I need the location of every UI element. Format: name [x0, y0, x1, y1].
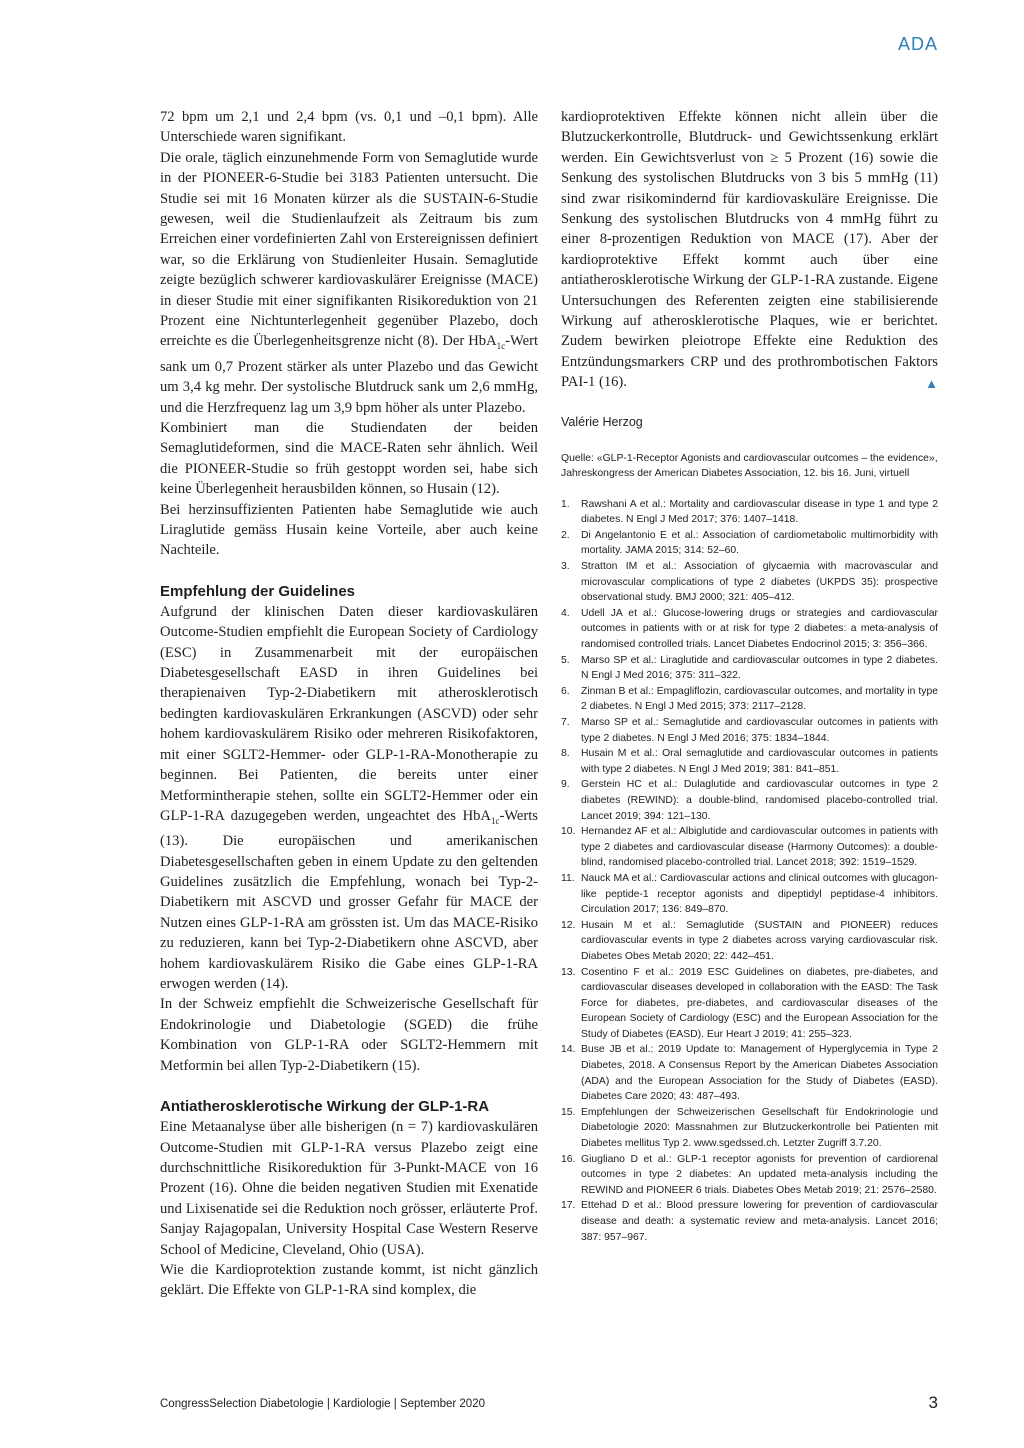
- reference-item: [561, 871, 938, 918]
- reference-number: 10.: [561, 826, 576, 838]
- right-column: [561, 107, 938, 1245]
- reference-item: [561, 653, 938, 684]
- reference-number: 16.: [561, 1153, 576, 1165]
- reference-item: [561, 606, 938, 653]
- reference-item: [561, 1042, 938, 1104]
- author-name: Valérie Herzog: [561, 414, 643, 429]
- reference-text: Di Angelantonio E et al.: Association of cardiometabolic multimorbidity with mortality. JAMA 2015; 314: 52–60.: [581, 529, 938, 557]
- reference-number: 6.: [561, 685, 570, 697]
- paragraph-text: Die orale, täglich einzunehmende Form von Semaglutide wurde in der PIONEER-6-Studie bei 3183 Patienten untersucht. Die Studie sei mit 16 Monaten kürzer als die SUSTAIN-6-Studie gewesen, weil die Studienlaufzeit als Zeitraum bis zum Erreichen einer vordefinierten Zahl von Erstereignissen definiert war, so die Erklärung von Studienleiter Husain. Semaglutide zeigte bezüglich schwerer kardiovaskulärer Ereignisse (MACE) in dieser Studie mit einer signifikanten Risikoreduktion von 21 Prozent eine Nichtunterlegenheit gegenüber Plazebo, doch erreichte es die Überlegenheitsgrenze nicht (8). Der HbA: [160, 149, 538, 350]
- reference-text: Marso SP et al.: Liraglutide and cardiovascular outcomes in type 2 diabetes. N Engl J Med 2016; 375: 311–322.: [581, 654, 938, 682]
- paragraph-text: -Werts (13). Die europäischen und amerikanischen Diabetesgesellschaften geben in einem Update zu den geltenden Guidelines zusätzlich die Empfehlung, wonach bei Typ-2-Diabetikern mit ASCVD und grosser Gefahr für MACE der Nutzen eines GLP-1-RA am grössten ist. Um das MACE-Risiko zu reduzieren, kann bei Typ-2-Diabetikern ohne ASCVD, aber hohem kardiovaskulärem Risiko die Gabe eines GLP-1-RA erwogen werden (14).: [160, 807, 538, 993]
- reference-text: Nauck MA et al.: Cardiovascular actions and clinical outcomes with glucagon-like peptide-1 receptor agonists and dipeptidyl peptidase-4 inhibitors. Circulation 2017; 136: 849–870.: [581, 872, 938, 916]
- reference-number: 1.: [561, 498, 570, 510]
- source-note: Quelle: «GLP-1-Receptor Agonists and cardiovascular outcomes – the evidence», Jahreskongress der American Diabetes Association, 12. bis 16. Juni, virtuell: [561, 452, 938, 479]
- reference-text: Gerstein HC et al.: Dulaglutide and cardiovascular outcomes in type 2 diabetes (REWIND): a double-blind, randomised placebo-controlled trial. Lancet 2019; 394: 121–130.: [581, 779, 938, 822]
- subscript: 1c: [496, 341, 506, 352]
- reference-text: Empfehlungen der Schweizerischen Gesellschaft für Endokrinologie und Diabetologie 2020: Massnahmen zur Blutzuckerkontrolle bei Patienten mit Diabetes mellitus Typ 2. www.sgedssed.ch. Letzter Zugriff 3.7.20.: [581, 1106, 938, 1150]
- reference-text: Hernandez AF et al.: Albiglutide and cardiovascular outcomes in patients with type 2 diabetes and cardiovascular disease (Harmony Outcomes): a double-blind, randomised placebo-controlled trial. Lancet 2018; 392: 1519–1529.: [581, 826, 938, 869]
- paragraph: [561, 107, 938, 393]
- reference-number: 17.: [561, 1200, 576, 1212]
- reference-item: [561, 1198, 938, 1245]
- reference-text: Zinman B et al.: Empagliflozin, cardiovascular outcomes, and mortality in type 2 diabetes. N Engl J Med 2015; 373: 2117–2128.: [581, 685, 938, 713]
- paragraph-text: -Wert sank um 0,7 Prozent stärker als unter Plazebo und das Gewicht um 3,4 kg mehr. Der systolische Blutdruck sank um 2,6 mmHg, und die Herzfrequenz lag um 3,9 bpm höher als unter Plazebo.: [160, 333, 538, 416]
- paragraph: [160, 602, 538, 995]
- reference-text: Giugliano D et al.: GLP-1 receptor agonists for prevention of cardiorenal outcomes in type 2 diabetes: An updated meta-analysis including the REWIND and PIONEER 6 trials. Diabetes Obes Metab 2019; 21: 2576–2580.: [581, 1153, 938, 1196]
- paragraph: In der Schweiz empfiehlt die Schweizerische Gesellschaft für Endokrinologie und Diabetologie (SGED) die frühe Kombination von GLP-1-RA oder SGLT2-Hemmern mit Metformin bei allen Typ-2-Diabetikern (15).: [160, 996, 538, 1074]
- reference-item: [561, 715, 938, 746]
- reference-number: 3.: [561, 561, 570, 573]
- reference-text: Buse JB et al.: 2019 Update to: Management of Hyperglycemia in Type 2 Diabetes, 2018. A Consensus Report by the American Diabetes Association (ADA) and the European Association for the Study of Diabetes (EASD). Diabetes Care 2020; 43: 487–493.: [581, 1044, 938, 1103]
- reference-number: 11.: [561, 872, 575, 884]
- reference-item: [561, 497, 938, 528]
- paragraph: Kombiniert man die Studiendaten der beiden Semaglutideformen, sind die MACE-Raten sehr ähnlich. Weil die PIONEER-Studie so früh gestoppt worden sei, habe sich keine Überlegenheit herausbilden können, so Husain (12).: [160, 420, 538, 498]
- reference-item: [561, 559, 938, 606]
- reference-number: 15.: [561, 1106, 576, 1118]
- reference-text: Udell JA et al.: Glucose-lowering drugs or strategies and cardiovascular outcomes in patients with or at risk for type 2 diabetes: a meta-analysis of randomised controlled trials. Lancet Diabetes Endocrinol 2015; 3: 356–366.: [581, 607, 938, 651]
- paragraph: Eine Metaanalyse über alle bisherigen (n = 7) kardiovaskulären Outcome-Studien mit GLP-1-RA versus Plazebo zeigt eine durchschnittliche Risikoreduktion für 3-Punkt-MACE von 16 Prozent (16). Ohne die beiden negativen Studien mit Exenatide und Lixisenatide sei die Reduktion noch grösser, erläuterte Prof. Sanjay Rajagopalan, University Hospital Case Western Reserve School of Medicine, Cleveland, Ohio (USA).: [160, 1119, 538, 1258]
- left-column: [160, 107, 538, 1301]
- reference-item: [561, 965, 938, 1043]
- section-heading: Antiatherosklerotische Wirkung der GLP-1-RA: [160, 1098, 490, 1116]
- paragraph: [160, 148, 538, 418]
- reference-text: Marso SP et al.: Semaglutide and cardiovascular outcomes in patients with type 2 diabetes. N Engl J Med 2016; 375: 1834–1844.: [581, 717, 938, 744]
- journal-section-tag: ADA: [897, 34, 938, 54]
- reference-item: [561, 1152, 938, 1199]
- reference-number: 13.: [561, 966, 576, 978]
- reference-item: [561, 684, 938, 715]
- reference-number: 4.: [561, 607, 570, 619]
- footer-publication: CongressSelection Diabetologie | Kardiologie | September 2020: [160, 1398, 485, 1410]
- reference-list: [561, 497, 938, 1246]
- reference-text: Cosentino F et al.: 2019 ESC Guidelines on diabetes, pre-diabetes, and cardiovascular diseases developed in collaboration with the EASD: The Task Force for diabetes, pre-diabetes, and cardiovascular diseases of the European Society of Cardiology (ESC) and the European Association for the Study of Diabetes (EASD). Eur Heart J 2019; 41: 255–323.: [581, 966, 938, 1040]
- reference-text: Stratton IM et al.: Association of glycaemia with macrovascular and microvascular complications of type 2 diabetes (UKPDS 35): prospective observational study. BMJ 2000; 321: 405–412.: [581, 561, 938, 604]
- reference-number: 12.: [561, 919, 576, 931]
- reference-item: [561, 528, 938, 559]
- reference-item: [561, 1105, 938, 1152]
- page-number: 3: [928, 1393, 938, 1412]
- subscript: 1c: [490, 815, 500, 826]
- paragraph: Wie die Kardioprotektion zustande kommt, ist nicht gänzlich geklärt. Die Effekte von GLP-1-RA sind komplex, die: [160, 1261, 538, 1299]
- paragraph: 72 bpm um 2,1 und 2,4 bpm (vs. 0,1 und –0,1 bpm). Alle Unterschiede waren signifikant.: [160, 109, 538, 146]
- reference-number: 7.: [561, 717, 570, 728]
- reference-text: Rawshani A et al.: Mortality and cardiovascular disease in type 1 and type 2 diabetes. N Engl J Med 2017; 376: 1407–1418.: [581, 498, 938, 526]
- paragraph-text: Aufgrund der klinischen Daten dieser kardiovaskulären Outcome-Studien empfiehlt die European Society of Cardiology (ESC) in Zusammenarbeit mit der europäischen Diabetesgesellschaft EASD in ihren Guidelines bei therapienaiven Typ-2-Diabetikern mit atherosklerotisch bedingten kardiovaskulären Erkrankungen (ASCVD) oder sehr hohem kardiovaskulärem Risiko oder mehreren Risikofaktoren, mit einer SGLT2-Hemmer- oder GLP-1-RA-Monotherapie zu beginnen. Bei Patienten, die bereits unter einer Metformintherapie stehen, sollte ein SGLT2-Hemmer oder ein GLP-1-RA dazugegeben werden, ungeachtet des HbA: [160, 603, 538, 824]
- paragraph: Bei herzinsuffizienten Patienten habe Semaglutide wie auch Liraglutide gemäss Husain keine Vorteile, aber auch keine Nachteile.: [160, 501, 538, 559]
- reference-number: 5.: [561, 654, 570, 666]
- reference-number: 2.: [561, 529, 570, 541]
- reference-item: [561, 777, 938, 824]
- reference-number: 14.: [561, 1044, 576, 1056]
- paragraph-text: kardioprotektiven Effekte können nicht allein über die Blutzuckerkontrolle, Blutdruck- und Gewichtssenkung erklärt werden. Ein Gewichtsverlust von ≥ 5 Prozent (16) sowie die Senkung des systolischen Blutdrucks von 3 bis 5 mmHg (11) sind zwar risikomindernd für kardiovaskuläre Ereignisse. Die Senkung des systolischen Blutdrucks von 4 mmHg führt zu einer 8-prozentigen Reduktion von MACE (17). Aber der kardioprotektive Effekt kommt auch über eine antiatherosklerotische Wirkung der GLP-1-RA zustande. Eigene Untersuchungen des Referenten zeigten eine stabilisierende Wirkung auf atherosklerotische Plaques, wie er berichtet. Zudem bewirken pleiotrope Effekte eine Reduktion des Entzündungsmarkers CRP und des prothrombotischen Faktors PAI-1 (16).: [561, 109, 938, 391]
- end-of-article-icon: ▲: [925, 376, 938, 392]
- reference-item: [561, 918, 938, 965]
- reference-item: [561, 824, 938, 871]
- reference-text: Ettehad D et al.: Blood pressure lowering for prevention of cardiovascular disease and death: a systematic review and meta-analysis. Lancet 2016; 387: 957–967.: [581, 1200, 938, 1243]
- reference-number: 8.: [561, 748, 570, 760]
- reference-text: Husain M et al.: Semaglutide (SUSTAIN and PIONEER) reduces cardiovascular events in type 2 diabetes across varying cardiovascular risk. Diabetes Obes Metab 2020; 22: 442–451.: [581, 919, 938, 962]
- section-heading: Empfehlung der Guidelines: [160, 582, 356, 600]
- reference-text: Husain M et al.: Oral semaglutide and cardiovascular outcomes in patients with type 2 diabetes. N Engl J Med 2019; 381: 841–851.: [581, 748, 938, 775]
- reference-item: [561, 746, 938, 777]
- reference-number: 9.: [561, 779, 570, 791]
